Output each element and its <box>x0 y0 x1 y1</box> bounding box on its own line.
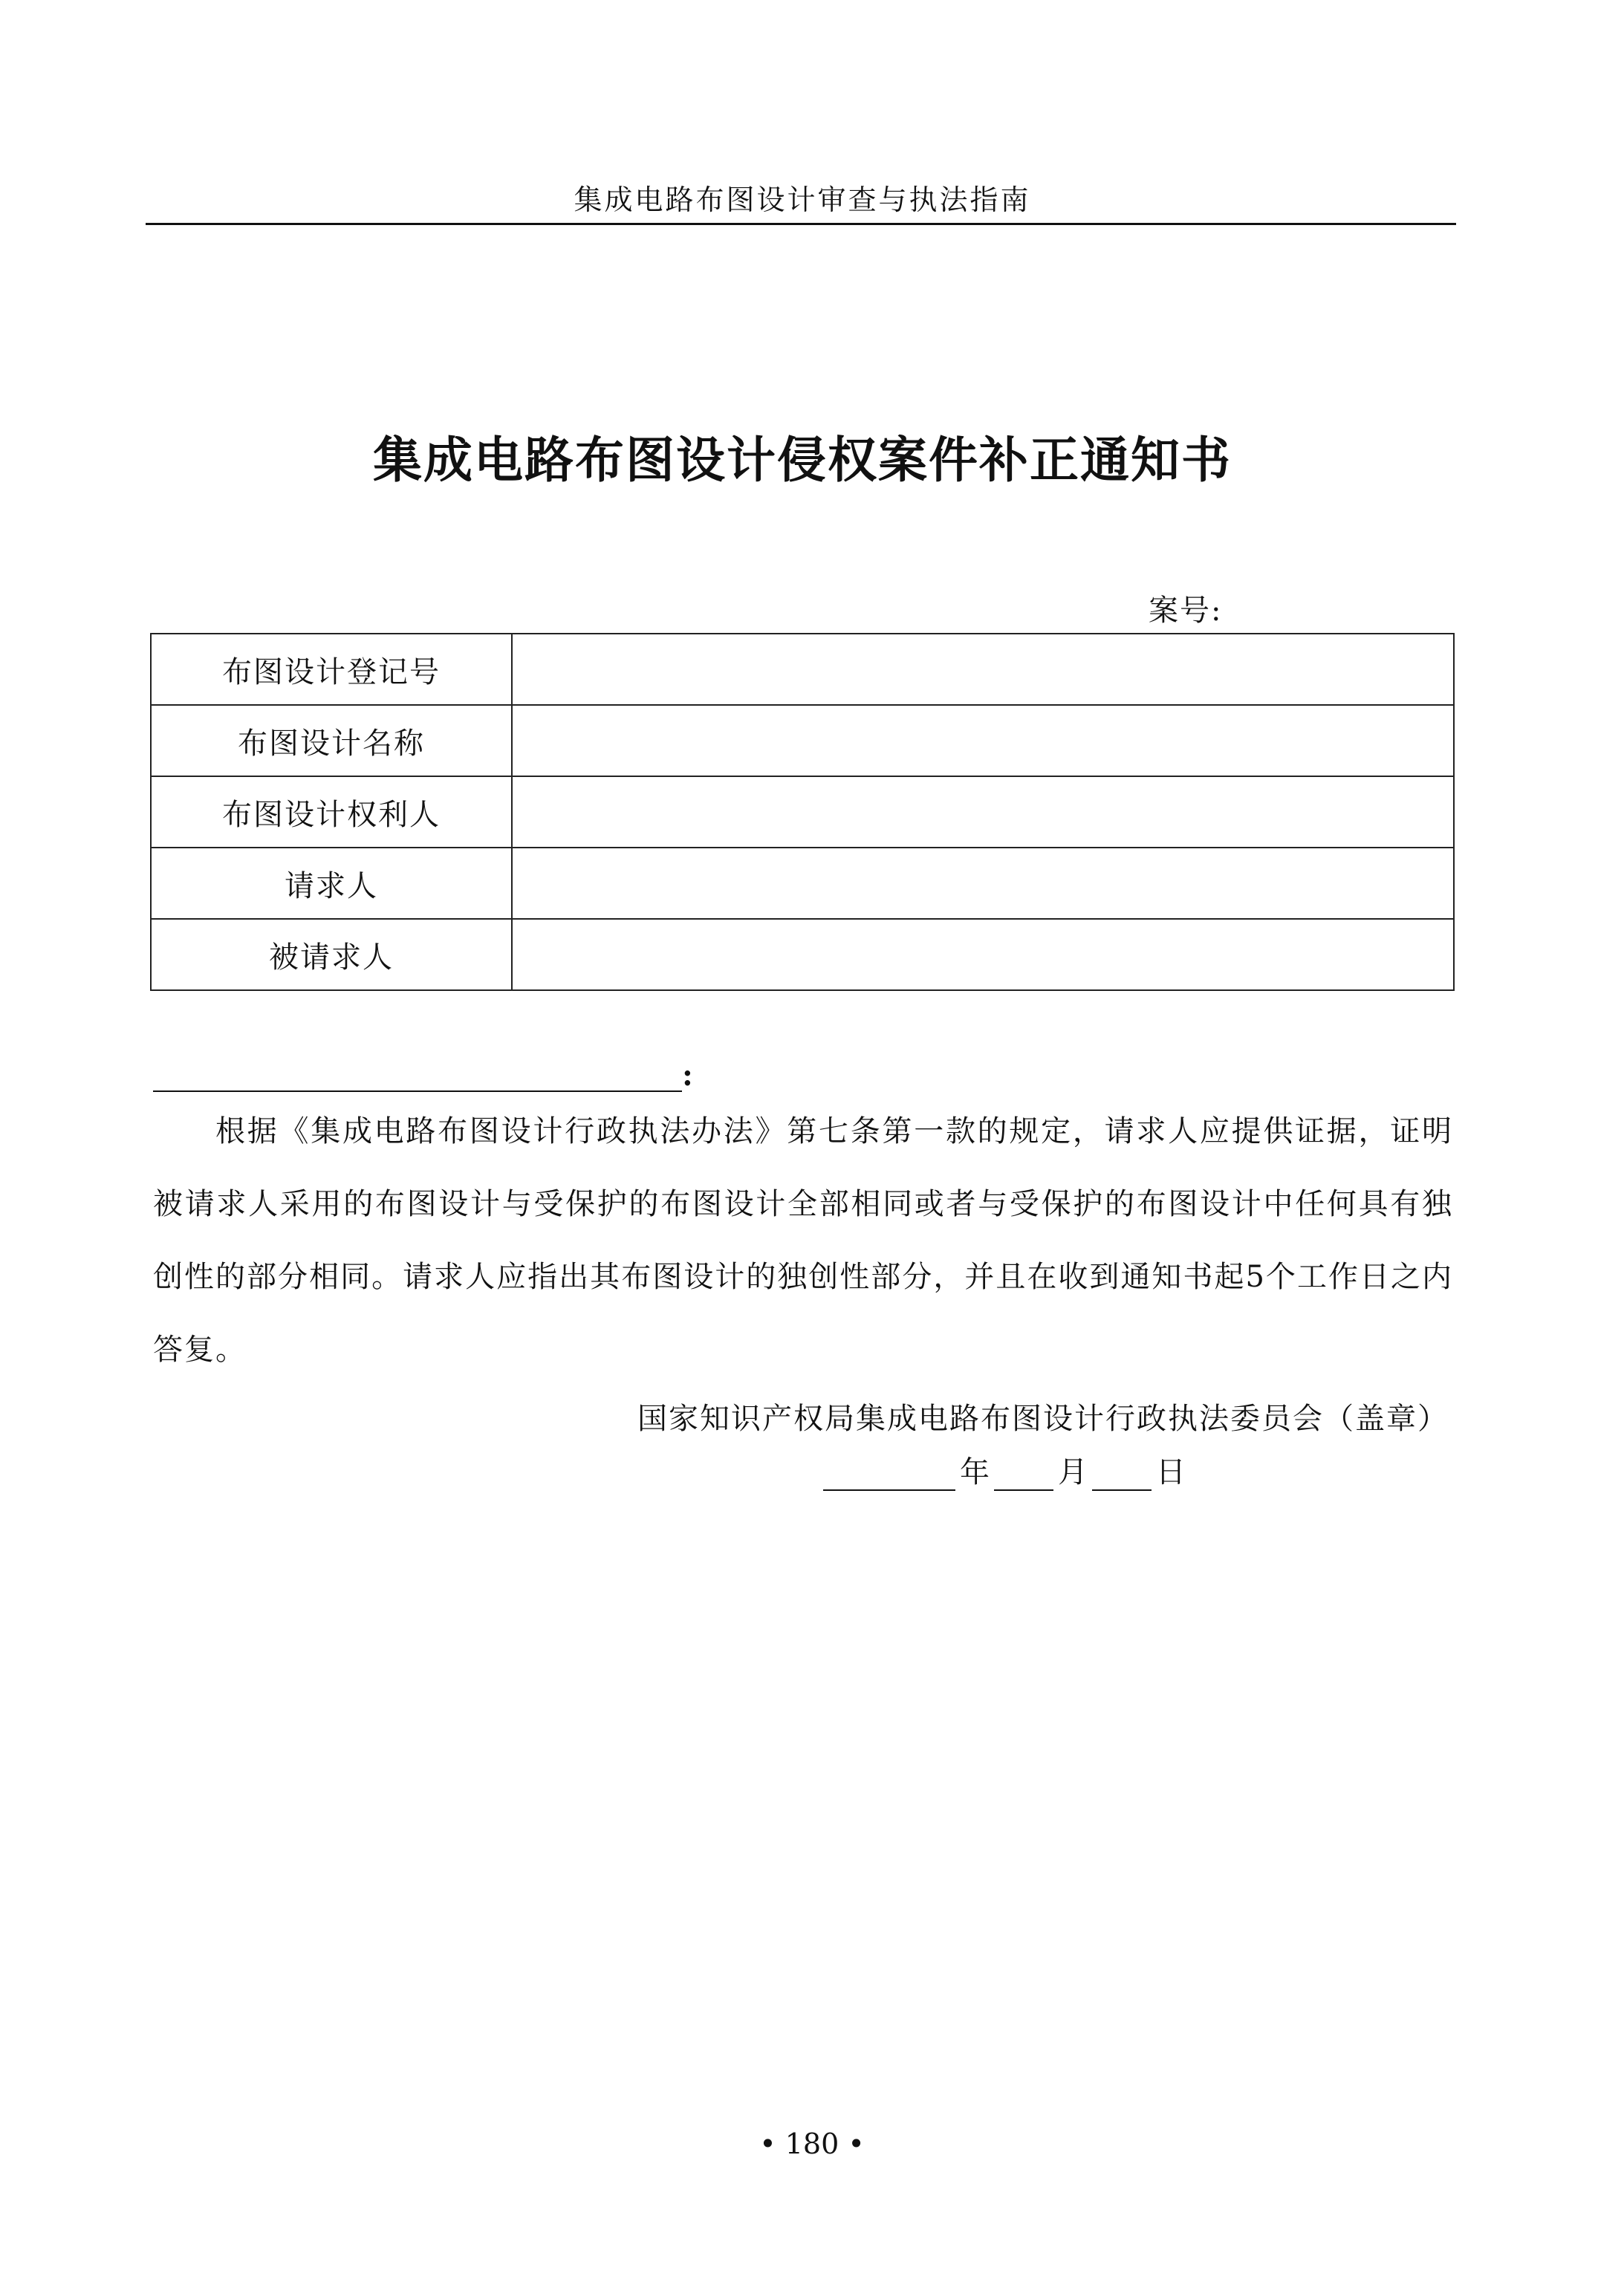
month-blank[interactable] <box>994 1455 1053 1491</box>
right-holder-field[interactable] <box>512 776 1454 848</box>
document-title: 集成电路布图设计侵权案件补正通知书 <box>373 431 1232 489</box>
design-name-field[interactable] <box>512 705 1454 776</box>
table-row <box>151 705 1454 776</box>
requester-label: 请求人 <box>151 848 512 919</box>
day-blank[interactable] <box>1092 1455 1152 1491</box>
respondent-field[interactable] <box>512 919 1454 990</box>
respondent-label: 被请求人 <box>151 919 512 990</box>
notice-body: 根据《集成电路布图设计行政执法办法》第七条第一款的规定，请求人应提供证据，证明被请求人采用的布图设计与受保护的布图设计全部相同或者与受保护的布图设计中任何具有独创性的部分相同。请求人应指出其布图设计的独创性部分，并且在收到通知书起5个工作日之内答复。 <box>153 1114 1453 1367</box>
year-label: 年 <box>960 1455 990 1489</box>
right-holder-label: 布图设计权利人 <box>151 776 512 848</box>
table-row <box>151 919 1454 990</box>
issuer-signature: 国家知识产权局集成电路布图设计行政执法委员会（盖章） <box>637 1402 1449 1436</box>
addressee-underline <box>153 1090 682 1092</box>
registration-number-field[interactable] <box>512 634 1454 705</box>
registration-number-label: 布图设计登记号 <box>151 634 512 705</box>
table-row <box>151 634 1454 705</box>
running-header: 集成电路布图设计审查与执法指南 <box>574 183 1031 216</box>
page-number: • 180 • <box>759 2127 865 2160</box>
month-label: 月 <box>1058 1455 1088 1489</box>
header-rule <box>146 223 1456 225</box>
year-blank[interactable] <box>823 1455 955 1491</box>
date-line <box>823 1449 1190 1491</box>
design-name-label: 布图设计名称 <box>151 705 512 776</box>
addressee-colon: : <box>682 1058 693 1093</box>
table-row <box>151 848 1454 919</box>
requester-field[interactable] <box>512 848 1454 919</box>
table-row <box>151 776 1454 848</box>
case-info-table <box>150 633 1455 991</box>
day-label: 日 <box>1156 1455 1186 1489</box>
case-number-label: 案号: <box>1149 594 1223 628</box>
